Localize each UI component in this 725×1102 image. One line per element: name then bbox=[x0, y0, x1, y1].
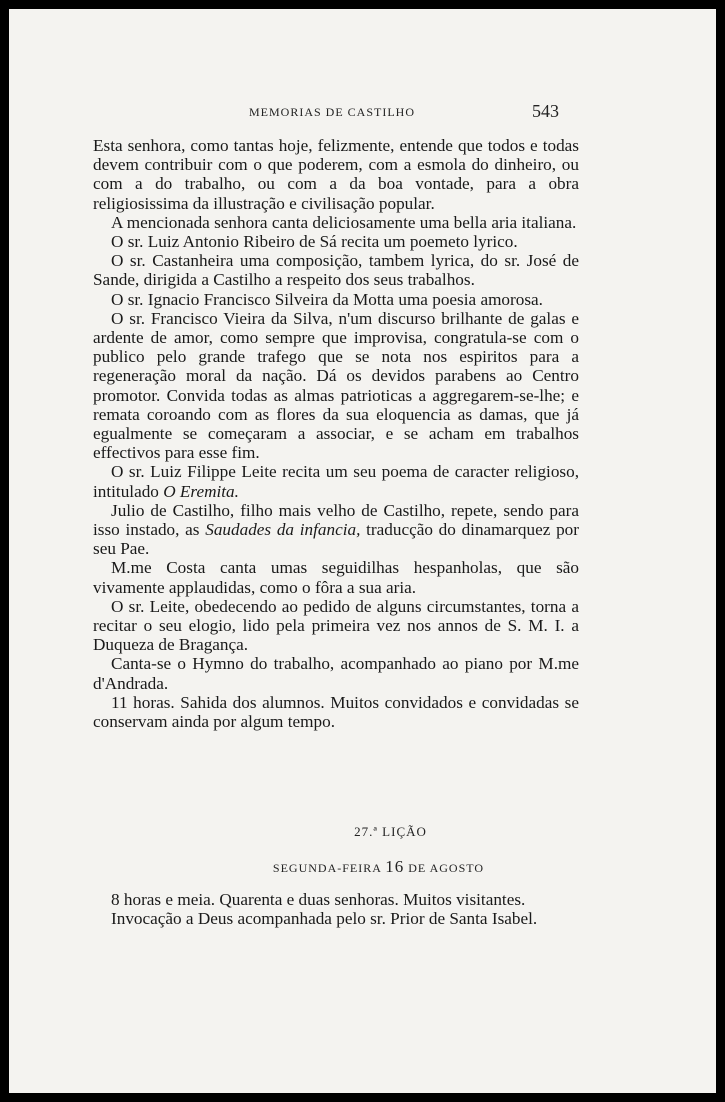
paragraph bbox=[93, 462, 579, 500]
book-page bbox=[9, 9, 716, 1093]
paragraph: O sr. Luiz Antonio Ribeiro de Sá recita um poemeto lyrico. bbox=[111, 232, 518, 252]
lesson-date bbox=[25, 857, 725, 877]
paragraph: O sr. Francisco Vieira da Silva, n'um discurso brilhante de galas e ardente de amor, como sempre que improvisa, congratula-se com o publico pelo grande trafego que se nota nos espiritos para a regeneração moral da nação. Dá os devidos parabens ao Centro promotor. Convida todas as almas patrioticas a aggregarem-se-lhe; e remata coroando com as flores da sua eloquencia as damas, que já egualmente se começaram a associar, e se acham em trabalhos effectivos para esse fim. bbox=[93, 308, 579, 463]
paragraph: 8 horas e meia. Quarenta e duas senhoras. Muitos visitantes. bbox=[111, 890, 526, 909]
work-title: Saudades da infancia, bbox=[205, 520, 361, 540]
paragraph: Invocação a Deus acompanhada pelo sr. Prior de Santa Isabel. bbox=[111, 909, 538, 929]
paragraph: M.me Costa canta umas seguidilhas hespanholas, que são vivamente applaudidas, como o fôra a sua aria. bbox=[93, 558, 579, 597]
lesson-title: 27.ª LIÇÃO bbox=[354, 824, 427, 839]
paragraph: Esta senhora, como tantas hoje, felizmente, entende que todos e todas devem contribuir com o que poderem, com a esmola do dinheiro, ou com a do trabalho, ou com a da boa vontade, para a obra religiosissima da illustração e civilisação popular. bbox=[93, 136, 579, 213]
lesson-date-suffix: DE AGOSTO bbox=[404, 861, 485, 875]
paragraph: O sr. Castanheira uma composição, tambem lyrica, do sr. José de Sande, dirigida a Castilho a respeito dos seus trabalhos. bbox=[93, 251, 579, 290]
paragraph: 11 horas. Sahida dos alumnos. Muitos convidados e convidadas se conservam ainda por algum tempo. bbox=[93, 692, 579, 732]
paragraph: O sr. Leite, obedecendo ao pedido de alguns circumstantes, torna a recitar o seu elogio, lido pela primeira vez nos annos de S. M. I. a Duqueza de Bragança. bbox=[93, 596, 579, 655]
paragraph-text: O sr. Luiz Filippe Leite recita um seu poema de caracter religioso, intitulado bbox=[93, 462, 579, 501]
paragraph-text: Julio de Castilho, filho mais velho de Castilho, repete, sendo para isso instado, as bbox=[93, 500, 579, 540]
lesson-date-day: 16 bbox=[385, 857, 405, 876]
page-number: 543 bbox=[532, 101, 559, 121]
paragraph: O sr. Ignacio Francisco Silveira da Motta uma poesia amorosa. bbox=[111, 289, 543, 309]
body-text bbox=[93, 136, 579, 731]
lesson-body-text bbox=[93, 890, 579, 928]
paragraph bbox=[93, 501, 579, 559]
running-title: MEMORIAS DE CASTILHO bbox=[249, 105, 416, 119]
paragraph-text: traducção do dinamarquez por seu Pae. bbox=[93, 520, 579, 559]
paragraph: A mencionada senhora canta deliciosamente uma bella aria italiana. bbox=[111, 212, 577, 232]
lesson-date-prefix: SEGUNDA-FEIRA bbox=[272, 861, 386, 875]
work-title: O Eremita. bbox=[163, 481, 239, 501]
paragraph: Canta-se o Hymno do trabalho, acompanhado ao piano por M.me d'Andrada. bbox=[93, 654, 579, 693]
page-header bbox=[9, 101, 716, 125]
